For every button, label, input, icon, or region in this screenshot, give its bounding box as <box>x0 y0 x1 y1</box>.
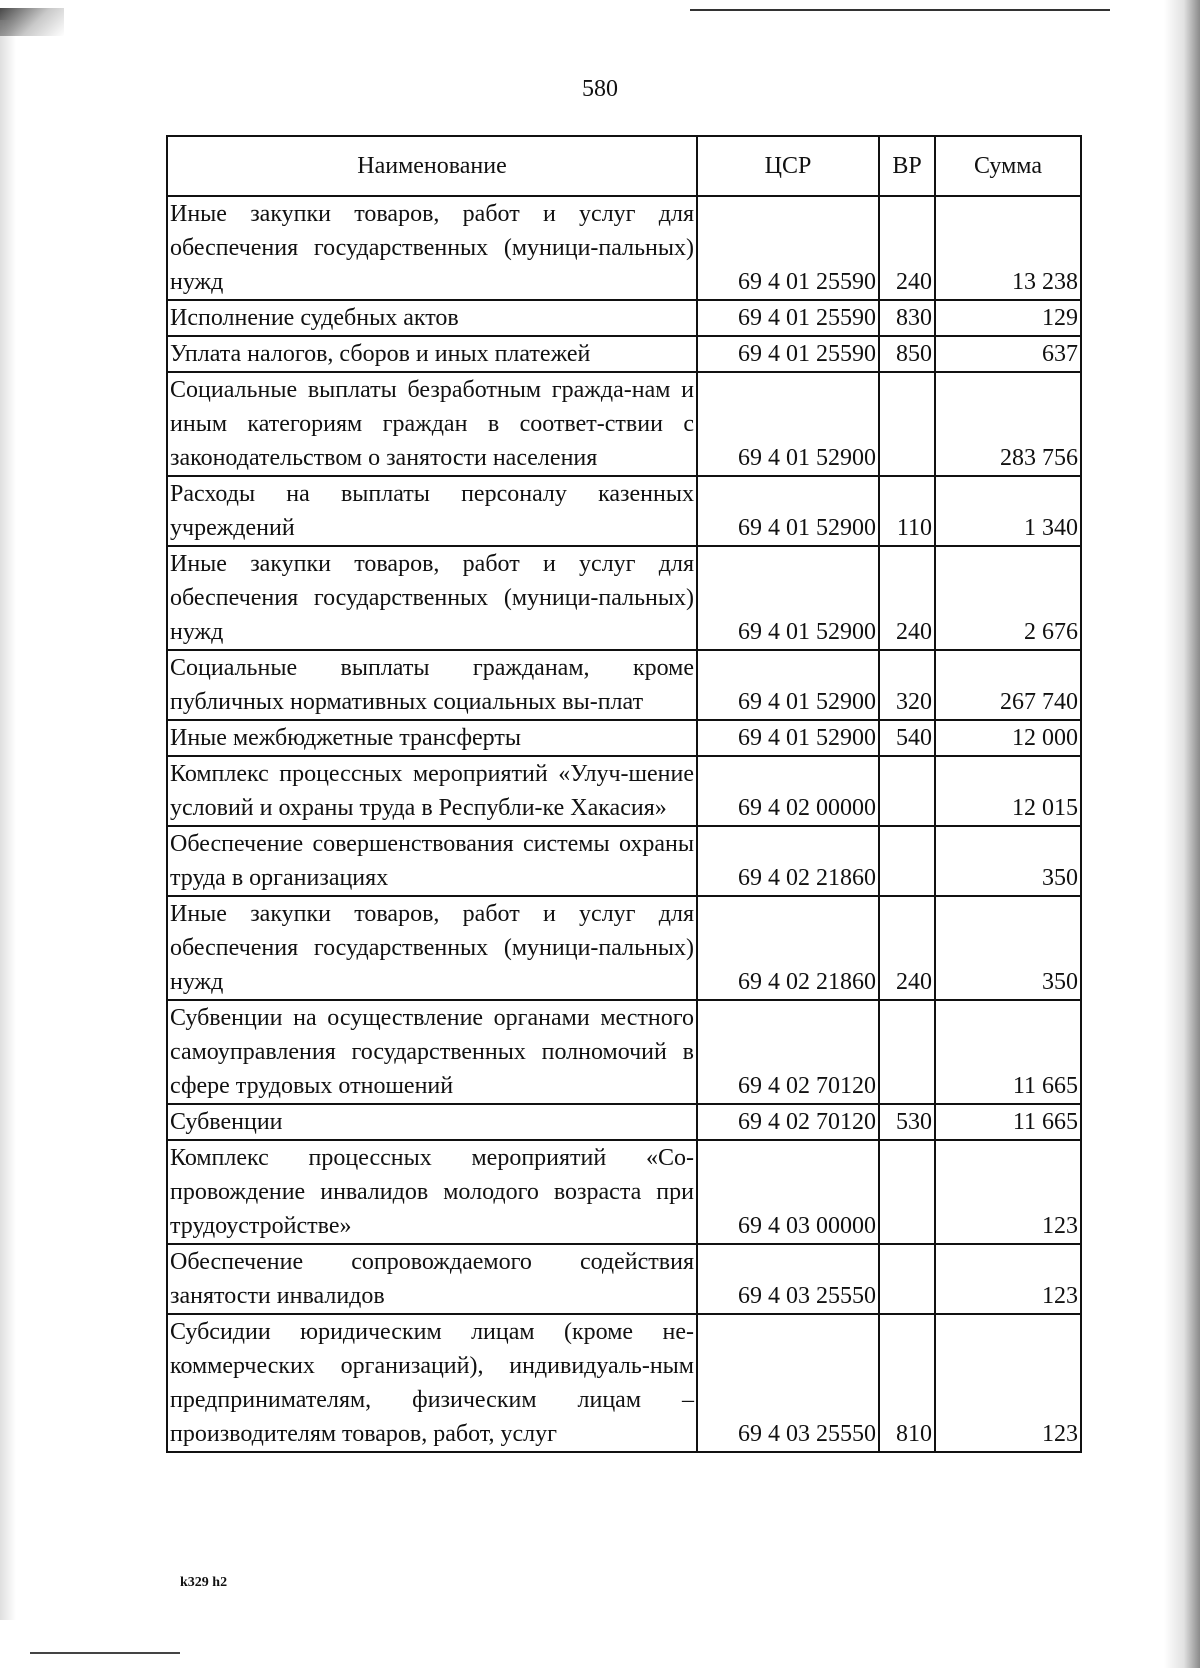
row-name-cell: Иные закупки товаров, работ и услуг для обеспечения государственных (муници-пальных) нужд <box>167 896 697 1000</box>
table-row <box>167 336 1081 372</box>
row-name-cell: Обеспечение совершенствования системы охраны труда в организациях <box>167 826 697 896</box>
table-row <box>167 476 1081 546</box>
table-row <box>167 720 1081 756</box>
footer-code: k329 h2 <box>180 1575 228 1590</box>
row-csr-cell: 69 4 02 21860 <box>697 826 879 896</box>
row-vr-cell: 110 <box>879 476 935 546</box>
budget-table <box>166 135 1082 1453</box>
table-row <box>167 1104 1081 1140</box>
row-csr-cell: 69 4 02 70120 <box>697 1104 879 1140</box>
row-csr-cell: 69 4 01 52900 <box>697 372 879 476</box>
scan-shadow-right <box>1164 0 1200 1668</box>
row-sum-cell: 123 <box>935 1314 1081 1452</box>
table-row <box>167 196 1081 300</box>
row-name-cell: Уплата налогов, сборов и иных платежей <box>167 336 697 372</box>
row-csr-cell: 69 4 03 25550 <box>697 1244 879 1314</box>
row-sum-cell: 12 015 <box>935 756 1081 826</box>
row-name-cell: Социальные выплаты безработным гражда-нам и иным категориям граждан в соответ-ствии с законодательством о занятости населения <box>167 372 697 476</box>
row-sum-cell: 129 <box>935 300 1081 336</box>
row-sum-cell: 283 756 <box>935 372 1081 476</box>
row-name-cell: Социальные выплаты гражданам, кроме публичных нормативных социальных вы-плат <box>167 650 697 720</box>
table-row <box>167 1244 1081 1314</box>
row-vr-cell <box>879 826 935 896</box>
header-vr: ВР <box>879 136 935 196</box>
row-vr-cell: 850 <box>879 336 935 372</box>
row-name-cell: Расходы на выплаты персоналу казенных учреждений <box>167 476 697 546</box>
row-csr-cell: 69 4 01 25590 <box>697 196 879 300</box>
row-vr-cell <box>879 372 935 476</box>
row-name-cell: Обеспечение сопровождаемого содействия занятости инвалидов <box>167 1244 697 1314</box>
table-row <box>167 1314 1081 1452</box>
table-row <box>167 896 1081 1000</box>
row-vr-cell <box>879 1140 935 1244</box>
table-row <box>167 826 1081 896</box>
row-vr-cell: 240 <box>879 896 935 1000</box>
row-csr-cell: 69 4 01 52900 <box>697 476 879 546</box>
row-sum-cell: 2 676 <box>935 546 1081 650</box>
row-sum-cell: 350 <box>935 826 1081 896</box>
row-sum-cell: 350 <box>935 896 1081 1000</box>
row-sum-cell: 123 <box>935 1140 1081 1244</box>
table-row <box>167 372 1081 476</box>
row-name-cell: Комплекс процессных мероприятий «Со-провождение инвалидов молодого возраста при трудоустройстве» <box>167 1140 697 1244</box>
row-sum-cell: 637 <box>935 336 1081 372</box>
row-csr-cell: 69 4 03 25550 <box>697 1314 879 1452</box>
row-name-cell: Субвенции на осуществление органами местного самоуправления государственных полномочий в сфере трудовых отношений <box>167 1000 697 1104</box>
header-sum: Сумма <box>935 136 1081 196</box>
row-name-cell: Иные межбюджетные трансферты <box>167 720 697 756</box>
row-sum-cell: 1 340 <box>935 476 1081 546</box>
header-name: Наименование <box>167 136 697 196</box>
row-sum-cell: 11 665 <box>935 1104 1081 1140</box>
row-vr-cell: 320 <box>879 650 935 720</box>
row-name-cell: Субсидии юридическим лицам (кроме не-коммерческих организаций), индивидуаль-ным предпринимателям, физическим лицам – производителям товаров, работ, услуг <box>167 1314 697 1452</box>
table-row <box>167 756 1081 826</box>
row-vr-cell: 540 <box>879 720 935 756</box>
header-csr: ЦСР <box>697 136 879 196</box>
row-csr-cell: 69 4 02 70120 <box>697 1000 879 1104</box>
row-name-cell: Комплекс процессных мероприятий «Улуч-шение условий и охраны труда в Республи-ке Хакасия» <box>167 756 697 826</box>
row-sum-cell: 13 238 <box>935 196 1081 300</box>
row-vr-cell <box>879 1244 935 1314</box>
row-csr-cell: 69 4 02 00000 <box>697 756 879 826</box>
scan-artifact-line <box>690 9 1110 11</box>
row-sum-cell: 123 <box>935 1244 1081 1314</box>
row-csr-cell: 69 4 02 21860 <box>697 896 879 1000</box>
row-csr-cell: 69 4 01 52900 <box>697 546 879 650</box>
table-row <box>167 1140 1081 1244</box>
row-csr-cell: 69 4 01 52900 <box>697 720 879 756</box>
scan-artifact-line <box>30 1652 180 1654</box>
row-sum-cell: 12 000 <box>935 720 1081 756</box>
row-csr-cell: 69 4 03 00000 <box>697 1140 879 1244</box>
row-vr-cell: 530 <box>879 1104 935 1140</box>
table-row <box>167 546 1081 650</box>
row-csr-cell: 69 4 01 25590 <box>697 300 879 336</box>
row-vr-cell: 810 <box>879 1314 935 1452</box>
row-csr-cell: 69 4 01 52900 <box>697 650 879 720</box>
row-name-cell: Субвенции <box>167 1104 697 1140</box>
row-vr-cell: 830 <box>879 300 935 336</box>
row-csr-cell: 69 4 01 25590 <box>697 336 879 372</box>
row-vr-cell <box>879 756 935 826</box>
row-name-cell: Иные закупки товаров, работ и услуг для обеспечения государственных (муници-пальных) нужд <box>167 196 697 300</box>
row-sum-cell: 267 740 <box>935 650 1081 720</box>
row-name-cell: Исполнение судебных актов <box>167 300 697 336</box>
row-vr-cell <box>879 1000 935 1104</box>
page-number: 580 <box>582 76 618 102</box>
table-body <box>167 196 1081 1452</box>
table-row <box>167 1000 1081 1104</box>
row-vr-cell: 240 <box>879 546 935 650</box>
row-vr-cell: 240 <box>879 196 935 300</box>
row-sum-cell: 11 665 <box>935 1000 1081 1104</box>
table-row <box>167 650 1081 720</box>
table-row <box>167 300 1081 336</box>
table-header-row <box>167 136 1081 196</box>
row-name-cell: Иные закупки товаров, работ и услуг для обеспечения государственных (муници-пальных) нужд <box>167 546 697 650</box>
scan-shadow-left <box>0 20 16 1620</box>
